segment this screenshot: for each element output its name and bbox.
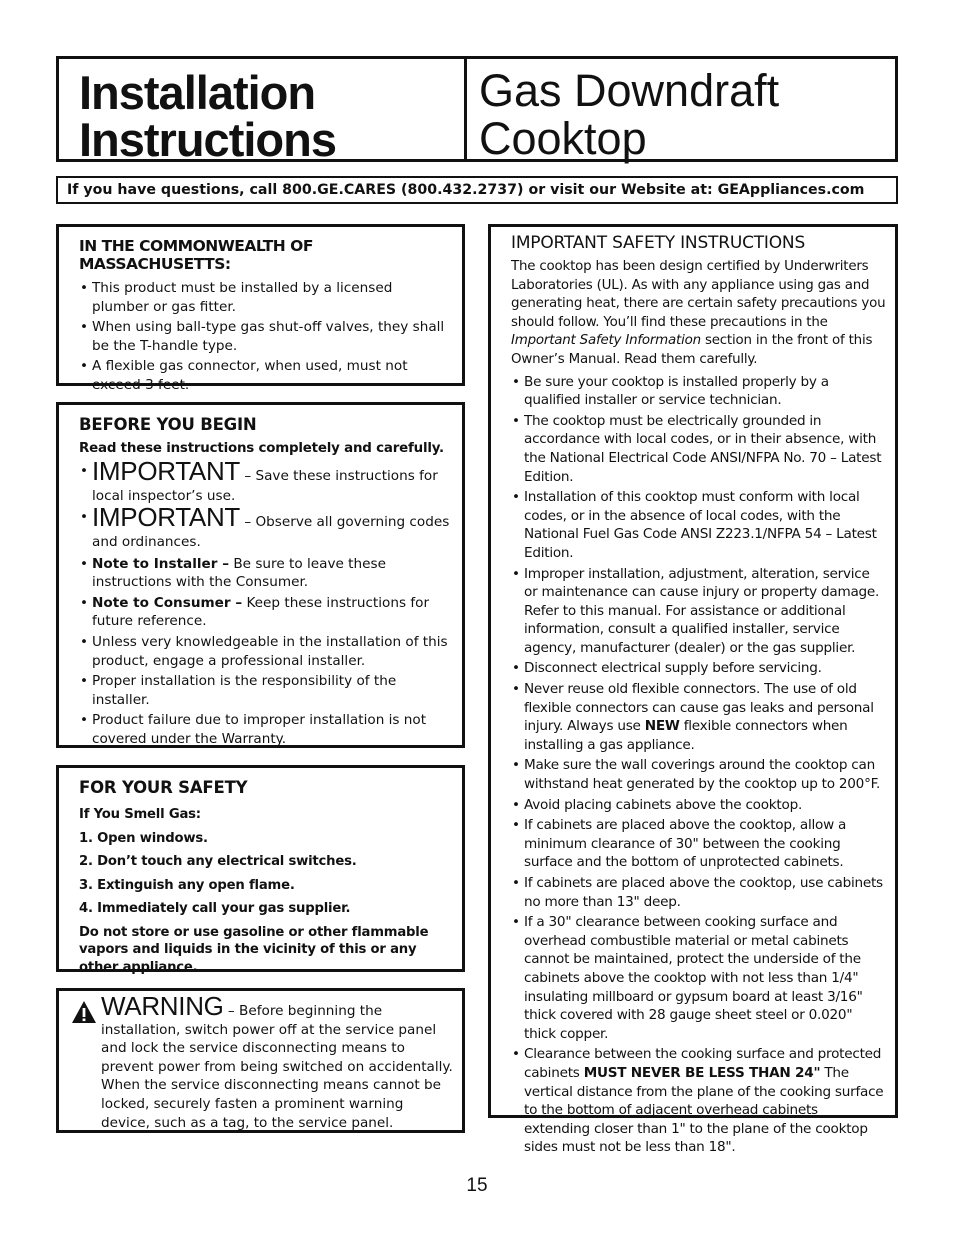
- safety-steps: [79, 803, 450, 921]
- note-label: Note to Installer –: [92, 555, 230, 572]
- list-item: • Product failure due to improper installation is not covered under the Warranty.: [79, 711, 450, 748]
- step-item: 4. Immediately call your gas supplier.: [79, 901, 351, 916]
- product-name: [479, 67, 779, 163]
- important-text: – Save these instructions for local inspector’s use.: [92, 467, 438, 504]
- list-item: • If cabinets are placed above the cooktop, allow a minimum clearance of 30" between the cooking surface and the bottom of unprotected cabinets.: [511, 816, 887, 872]
- item-text: Never reuse old flexible connectors. The use of old flexible connectors can cause gas leaks and personal injury. Always use: [524, 681, 874, 735]
- list-item: • If cabinets are placed above the cooktop, use cabinets no more than 13" deep.: [511, 874, 887, 911]
- isi-heading: IMPORTANT SAFETY INSTRUCTIONS: [511, 233, 806, 253]
- installer-note: [79, 555, 450, 592]
- title-line-1: Installation: [79, 66, 316, 119]
- title-box: [56, 56, 466, 166]
- list-item: • Disconnect electrical supply before servicing.: [511, 659, 887, 678]
- product-box: [464, 56, 898, 162]
- massachusetts-list: [79, 279, 450, 395]
- product-line-2: Cooktop: [479, 113, 647, 164]
- before-you-begin-panel: [56, 402, 465, 748]
- isi-list: [511, 373, 887, 1157]
- list-item: • If a 30" clearance between cooking surface and overhead combustible material or metal cabinets cannot be maintained, protect the underside of the cabinets above the cooktop with not less than 1/4" insulating millboard or gypsum board at least 3/16" thick covered with 28 gauge sheet steel or 0.020" thick copper.: [511, 913, 887, 1043]
- list-item: • The cooktop must be electrically grounded in accordance with local codes, or in their absence, with the National Electrical Code ANSI/NFPA No. 70 – Latest Edition.: [511, 412, 887, 486]
- list-item: • Avoid placing cabinets above the cooktop.: [511, 796, 887, 815]
- safety-closing: Do not store or use gasoline or other flammable vapors and liquids in the vicinity of this or any other appliance.: [79, 924, 429, 975]
- warning-triangle-icon: [71, 1000, 97, 1024]
- safety-heading: FOR YOUR SAFETY: [79, 778, 248, 797]
- title-line-2: Instructions: [79, 113, 336, 166]
- item-bold: MUST NEVER BE LESS THAN 24": [583, 1064, 821, 1081]
- smell-gas-label: If You Smell Gas:: [79, 807, 201, 822]
- consumer-note: [79, 594, 450, 631]
- contact-bar: If you have questions, call 800.GE.CARES (800.432.2737) or visit our Website at: GEAppliances.com: [56, 176, 898, 204]
- intro-text: The cooktop has been design certified by Underwriters Laboratories (UL). As with any appliance using gas and generating heat, there are certain safety precautions you should follow. You’ll find these precautions in the: [511, 259, 886, 330]
- list-item: • Make sure the wall coverings around the cooktop can withstand heat generated by the cooktop up to 200°F.: [511, 756, 887, 793]
- page-number: 15: [466, 1175, 488, 1196]
- list-item: • Unless very knowledgeable in the installation of this product, engage a professional installer.: [79, 633, 450, 670]
- important-label: IMPORTANT: [92, 455, 241, 486]
- massachusetts-heading: IN THE COMMONWEALTH OF MASSACHUSETTS:: [79, 237, 313, 273]
- step-item: 3. Extinguish any open flame.: [79, 877, 295, 893]
- intro-text: section in the front of this Owner’s Manual. Read them carefully.: [511, 333, 873, 367]
- list-item: [511, 1045, 887, 1157]
- before-intro: Read these instructions completely and carefully.: [79, 441, 444, 456]
- item-text: The vertical distance from the plane of the cooking surface to the bottom of adjacent overhead cabinets extending closer than 1" to the plane of the cooktop sides must not be less than 18".: [524, 1064, 884, 1156]
- important-item: [79, 455, 450, 506]
- list-item: • When using ball-type gas shut-off valves, they shall be the T-handle type.: [79, 318, 450, 355]
- document-title: [79, 66, 336, 166]
- item-text: flexible connectors when installing a gas appliance.: [524, 718, 848, 753]
- important-text: – Observe all governing codes and ordinances.: [92, 513, 450, 550]
- important-item: [79, 501, 450, 552]
- isi-intro: [511, 258, 887, 370]
- item-bold: NEW: [644, 718, 680, 735]
- warning-label: WARNING: [101, 991, 224, 1021]
- warning-content: [71, 991, 454, 1132]
- item-text: Clearance between the cooking surface and protected cabinets: [524, 1046, 882, 1081]
- massachusetts-panel: [56, 224, 465, 393]
- list-item: • This product must be installed by a licensed plumber or gas fitter.: [79, 279, 450, 316]
- warning-panel: [56, 988, 465, 1133]
- list-item: • Installation of this cooktop must conform with local codes, or in the absence of local codes, with the National Fuel Gas Code ANSI Z223.1/NFPA 54 – Latest Edition.: [511, 488, 887, 562]
- step-item: 2. Don’t touch any electrical switches.: [79, 854, 357, 869]
- product-line-1: Gas Downdraft: [479, 65, 780, 116]
- before-heading: BEFORE YOU BEGIN: [79, 415, 257, 434]
- important-label: IMPORTANT: [92, 501, 241, 532]
- list-item: • Proper installation is the responsibility of the installer.: [79, 672, 450, 709]
- step-item: 1. Open windows.: [79, 830, 208, 846]
- list-item: • Be sure your cooktop is installed properly by a qualified installer or service technician.: [511, 373, 887, 410]
- intro-italic: Important Safety Information: [511, 333, 701, 349]
- before-list: [79, 455, 450, 749]
- list-item: [511, 680, 887, 754]
- note-text: Keep these instructions for future reference.: [92, 594, 430, 630]
- warning-text: – Before beginning the installation, switch power off at the service panel and lock the service disconnecting means to prevent power from being switched on accidentally. When the service disconnecting means cannot be locked, securely fasten a prominent warning device, such as a tag, to the service panel.: [101, 1003, 453, 1131]
- note-label: Note to Consumer –: [92, 594, 243, 611]
- list-item: • A flexible gas connector, when used, must not exceed 3 feet.: [79, 357, 450, 394]
- for-your-safety-panel: [56, 765, 465, 975]
- important-safety-panel: [488, 224, 898, 1156]
- list-item: • Improper installation, adjustment, alteration, service or maintenance can cause injury or property damage. Refer to this manual. For assistance or additional information, consult a qualified installer, service agency, manufacturer (dealer) or the gas supplier.: [511, 565, 887, 658]
- note-text: Be sure to leave these instructions with the Consumer.: [92, 555, 386, 591]
